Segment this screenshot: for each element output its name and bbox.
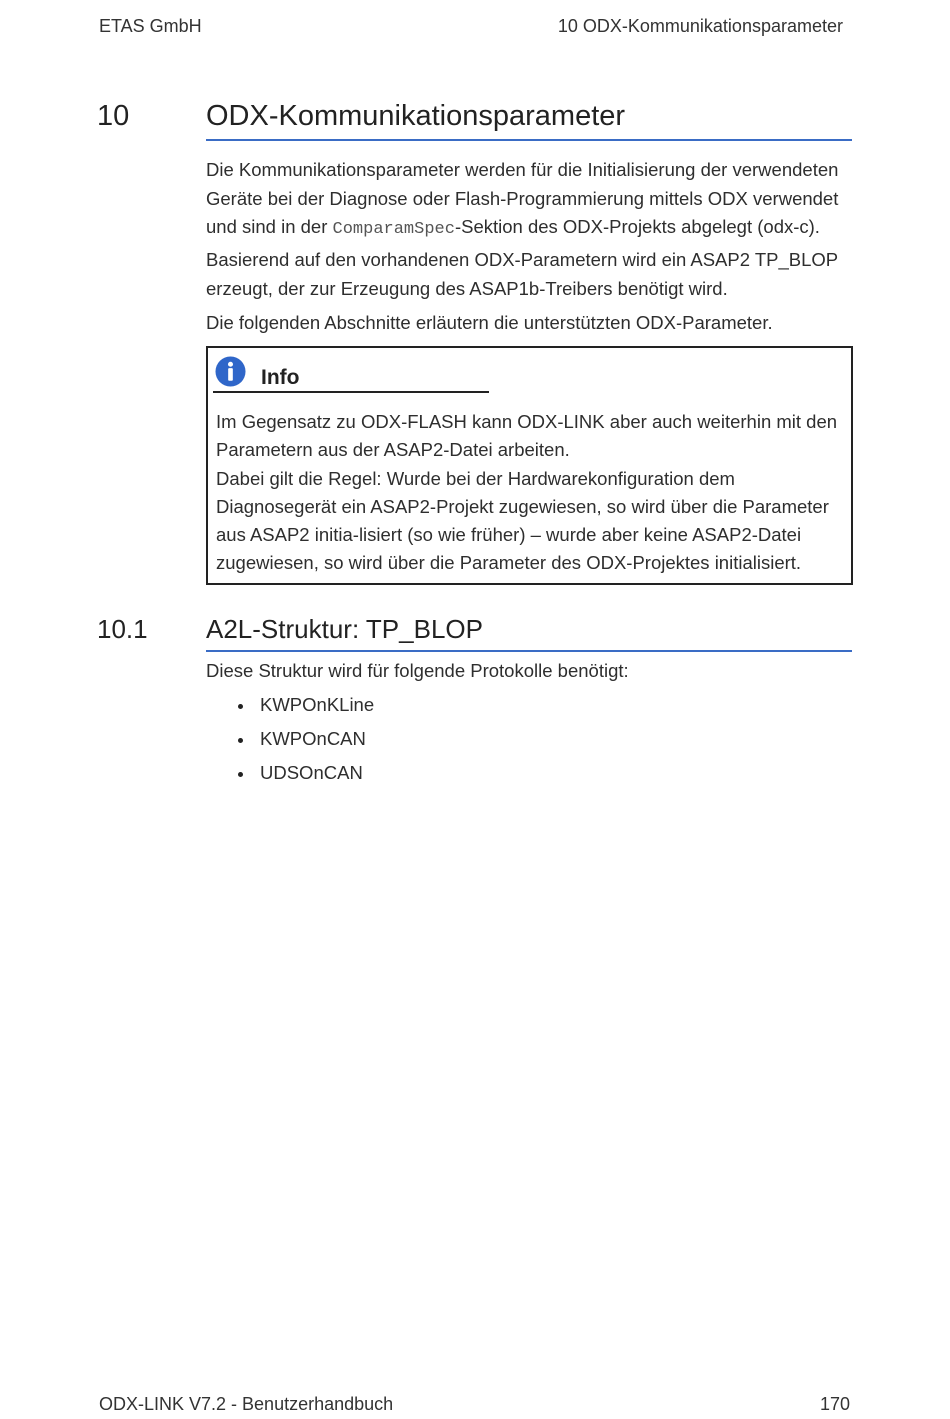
subsection-title-rule [206, 650, 852, 652]
protocol-name: UDSOnCAN [260, 762, 363, 783]
bullet-icon [238, 738, 243, 743]
info-title-rule [213, 391, 489, 393]
info-icon [215, 356, 246, 387]
info-line-1: Im Gegensatz zu ODX-FLASH kann ODX-LINK aber auch weiterhin mit den Parametern aus der ASAP2-Datei arbeiten. [216, 411, 838, 461]
chapter-title: ODX-Kommunikationsparameter [206, 100, 626, 132]
page-number: 170 [819, 1394, 850, 1414]
bullet-icon [238, 772, 243, 777]
info-line-2: Dabei gilt die Regel: Wurde bei der Hardwarekonfiguration dem Diagnosegerät ein ASAP2-Projekt zugewiesen, so wird über die Parameter aus ASAP2 initia-lisiert (so wie früher) – wurde aber keine ASAP2-Datei zugewiesen, so wird über die Parameter des ODX-Projektes initialisiert. [216, 467, 829, 574]
sections-paragraph: Die folgenden Abschnitte erläutern die unterstützten ODX-Parameter. [206, 312, 773, 333]
protocol-name: KWPOnKLine [260, 694, 375, 715]
info-title: Info [261, 366, 300, 389]
list-item [238, 725, 374, 759]
info-box [206, 346, 853, 585]
info-text [216, 408, 846, 578]
protocol-list [238, 691, 374, 793]
list-item [238, 691, 374, 725]
intro-text-end: -Sektion des ODX-Projekts abgelegt (odx-c). [454, 216, 820, 237]
subsection-title: A2L-Struktur: TP_BLOP [206, 614, 483, 644]
bullet-icon [238, 704, 243, 709]
footer-manual-title: ODX-LINK V7.2 - Benutzerhandbuch [99, 1394, 394, 1414]
tp-blop-paragraph: Basierend auf den vorhandenen ODX-Parametern wird ein ASAP2 TP_BLOP erzeugt, der zur Erzeugung des ASAP1b-Treibers benötigt wird. [206, 249, 838, 299]
chapter-title-rule [206, 139, 852, 141]
intro-paragraph [206, 156, 846, 245]
running-header-chapter: 10 ODX-Kommunikationsparameter [557, 16, 843, 36]
protocol-name: KWPOnCAN [260, 728, 366, 749]
protocols-intro: Diese Struktur wird für folgende Protokolle benötigt: [206, 660, 629, 681]
running-header-company: ETAS GmbH [99, 16, 202, 36]
comparamspec-code: ComparamSpec [332, 220, 455, 239]
list-item [238, 759, 374, 793]
subsection-number: 10.1 [97, 614, 148, 644]
chapter-number: 10 [97, 100, 130, 132]
intro-text-start: Die Kommunikationsparameter werden für die Initialisierung der verwendeten Geräte bei der Diagnose oder Flash-Programmierung mittels ODX verwendet und sind in der [206, 159, 839, 237]
